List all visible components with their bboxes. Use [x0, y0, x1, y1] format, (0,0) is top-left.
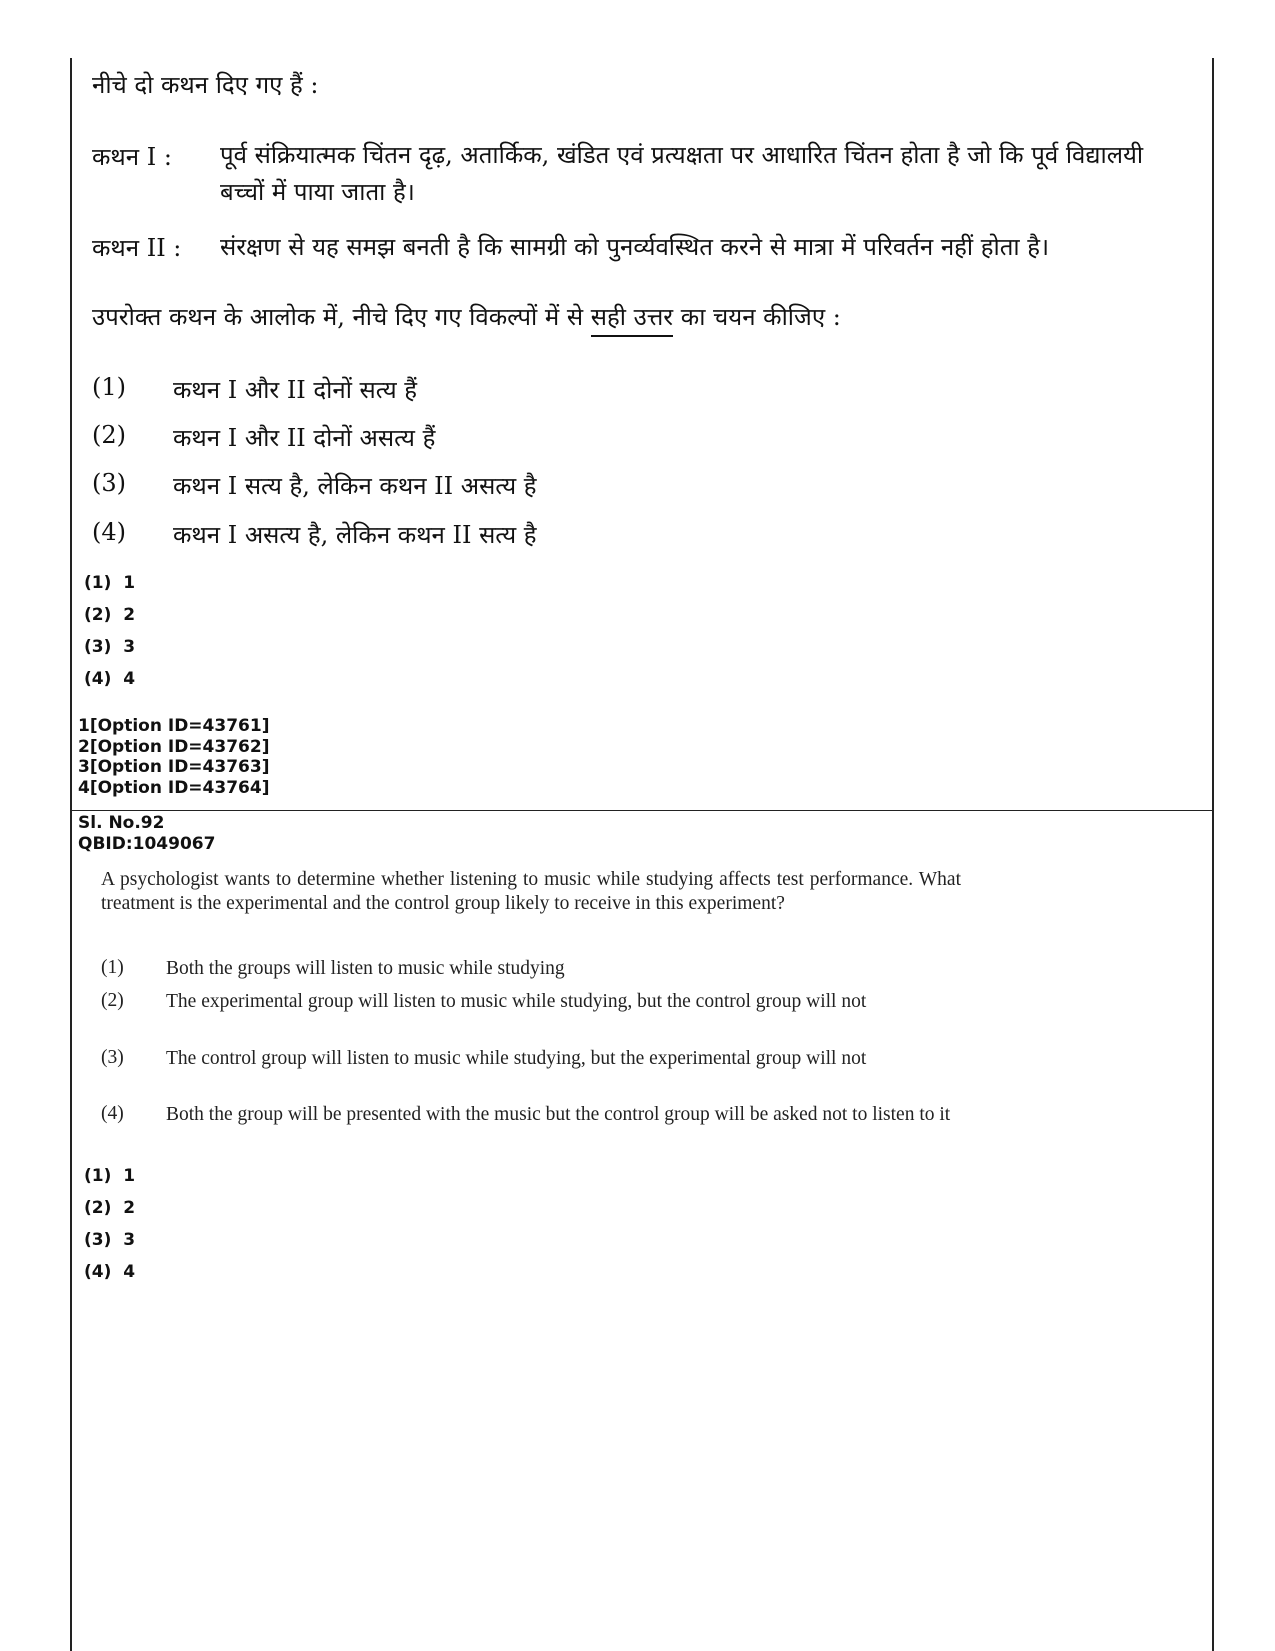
option-id: 4[Option ID=43764] — [78, 777, 270, 798]
q1-statement1-text: पूर्व संक्रियात्मक चिंतन दृढ़, अतार्किक, खंडित एवं प्रत्यक्षता पर आधारित चिंतन होता है जो कि पूर्व विद्यालयी बच्चों में पाया जाता है। — [220, 141, 1144, 206]
q2-header — [78, 813, 215, 854]
q1-instruction-post: का चयन कीजिए : — [680, 303, 841, 331]
q2-option-number: (4) — [101, 1103, 124, 1124]
q1-statement1-label: कथन I : — [92, 143, 172, 171]
q1-option-text: कथन I और II दोनों सत्य हैं — [173, 376, 418, 404]
question-divider — [70, 810, 1214, 811]
q1-instruction-underlined: सही उत्तर — [591, 303, 673, 337]
page-border-right — [1212, 58, 1214, 1651]
q1-option-number: (1) — [92, 373, 126, 401]
q2-answer-choice: (2) 2 — [84, 1198, 136, 1218]
q2-sl-no: Sl. No.92 — [78, 813, 165, 833]
q1-option-number: (4) — [92, 518, 126, 546]
q1-intro: नीचे दो कथन दिए गए हैं : — [92, 71, 319, 99]
q1-answer-choice: (4) 4 — [84, 669, 136, 689]
q2-answer-choice: (3) 3 — [84, 1230, 136, 1250]
q2-question-text: A psychologist wants to determine whether listening to music while studying affects test performance. What treatment is the experimental and the control group likely to receive in this experiment? — [101, 869, 961, 914]
q1-instruction — [92, 300, 841, 333]
q1-option-text: कथन I और II दोनों असत्य हैं — [173, 424, 436, 452]
q2-answer-choice: (1) 1 — [84, 1166, 136, 1186]
q1-answer-choice: (1) 1 — [84, 573, 136, 593]
q2-option-text: The control group will listen to music while studying, but the experimental group will not — [166, 1048, 867, 1069]
q2-option-number: (2) — [101, 990, 124, 1011]
option-id: 2[Option ID=43762] — [78, 736, 270, 757]
q1-statement2-label: कथन II : — [92, 234, 182, 262]
option-id: 1[Option ID=43761] — [78, 716, 270, 736]
q2-option-text: The experimental group will listen to music while studying, but the control group will not — [166, 991, 867, 1012]
option-id: 3[Option ID=43763] — [78, 757, 270, 777]
q2-qbid: QBID:1049067 — [78, 833, 216, 854]
q2-option-text: Both the groups will listen to music while studying — [166, 958, 565, 979]
q2-option-number: (1) — [101, 957, 124, 978]
q2-option-number: (3) — [101, 1047, 124, 1068]
q1-option-number: (2) — [92, 421, 126, 449]
q1-option-text: कथन I सत्य है, लेकिन कथन II असत्य है — [173, 472, 537, 500]
q1-option-text: कथन I असत्य है, लेकिन कथन II सत्य है — [173, 521, 537, 549]
page-border-left — [70, 58, 72, 1651]
q1-option-ids — [78, 716, 269, 798]
q1-statement2-text: संरक्षण से यह समझ बनती है कि सामग्री को पुनर्व्यवस्थित करने से मात्रा में परिवर्तन नहीं होता है। — [220, 233, 1050, 261]
q1-answer-choice: (2) 2 — [84, 605, 136, 625]
q1-option-number: (3) — [92, 469, 126, 497]
q2-answer-choice: (4) 4 — [84, 1262, 136, 1282]
q1-answer-choice: (3) 3 — [84, 637, 136, 657]
q2-option-text: Both the group will be presented with the music but the control group will be asked not to listen to it — [166, 1104, 951, 1125]
q1-instruction-pre: उपरोक्त कथन के आलोक में, नीचे दिए गए विकल्पों में से — [92, 303, 584, 331]
